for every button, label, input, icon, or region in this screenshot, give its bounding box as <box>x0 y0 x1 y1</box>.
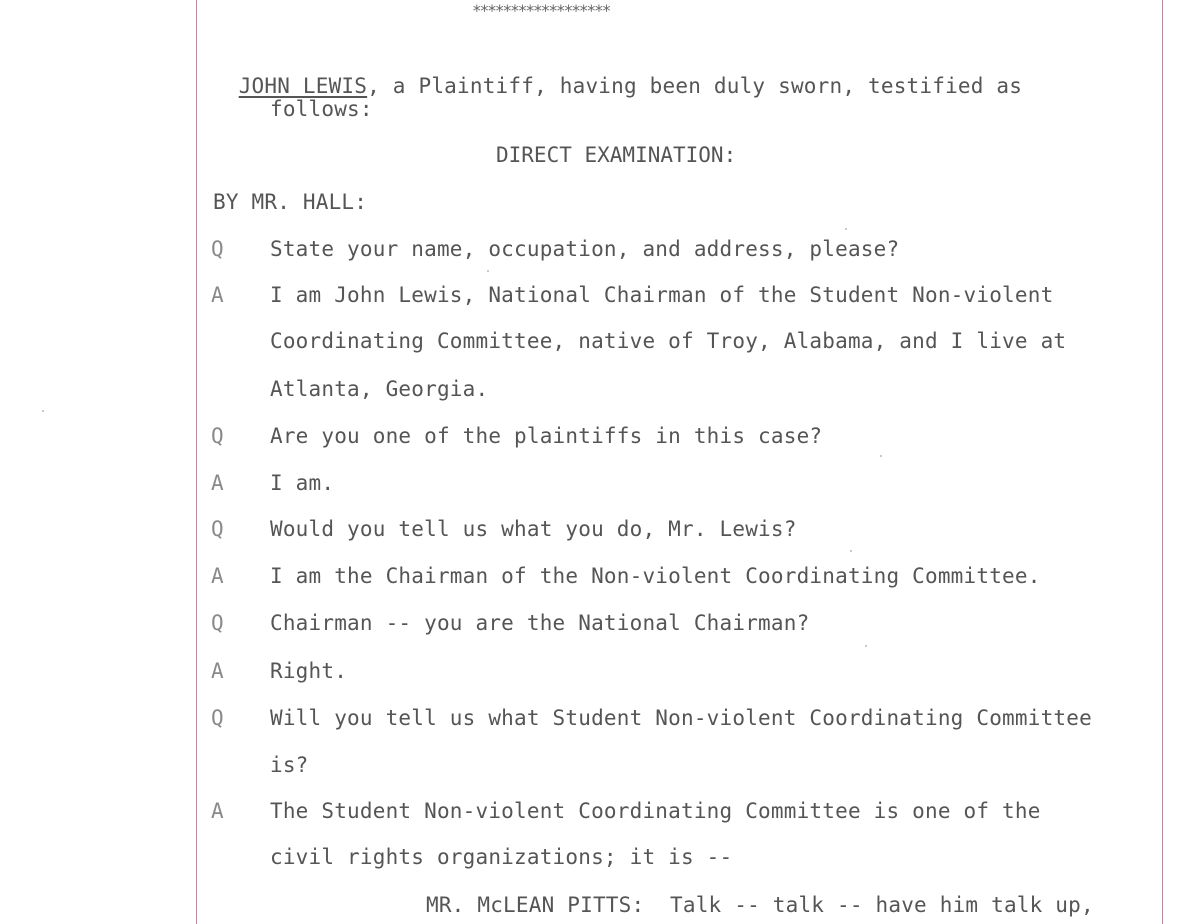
question-text: State your name, occupation, and address, please? <box>270 237 900 261</box>
section-separator: ****************** <box>472 1 610 20</box>
swearing-in-continuation: follows: <box>270 97 373 121</box>
left-margin-rule <box>196 0 197 924</box>
question-marker: Q <box>211 517 224 541</box>
answer-text: Right. <box>270 659 348 683</box>
scan-speck <box>845 228 847 230</box>
question-text: Will you tell us what Student Non-violent Coordinating Committee <box>270 706 1092 730</box>
scan-speck <box>880 455 882 457</box>
answer-text: I am John Lewis, National Chairman of the Student Non-violent <box>270 283 1054 307</box>
answer-text: I am. <box>270 471 335 495</box>
scan-speck <box>42 410 44 412</box>
witness-name: JOHN LEWIS <box>238 74 368 98</box>
objection-line: MR. McLEAN PITTS: Talk -- talk -- have him talk up, <box>426 893 1094 917</box>
answer-marker: A <box>211 471 224 495</box>
question-text: Are you one of the plaintiffs in this case? <box>270 424 823 448</box>
question-marker: Q <box>211 424 224 448</box>
answer-marker: A <box>211 283 224 307</box>
scan-speck <box>487 270 489 272</box>
answer-text: Atlanta, Georgia. <box>270 377 489 401</box>
right-margin-rule <box>1162 0 1163 924</box>
answer-text: The Student Non-violent Coordinating Committee is one of the <box>270 799 1041 823</box>
answer-marker: A <box>211 659 224 683</box>
examiner-line: BY MR. HALL: <box>213 190 368 214</box>
scan-speck <box>850 550 852 552</box>
question-marker: Q <box>211 237 224 261</box>
answer-text: Coordinating Committee, native of Troy, Alabama, and I live at <box>270 329 1067 353</box>
section-heading: DIRECT EXAMINATION: <box>496 143 737 167</box>
question-marker: Q <box>211 611 224 635</box>
answer-text: civil rights organizations; it is -- <box>270 845 733 869</box>
answer-text: I am the Chairman of the Non-violent Coordinating Committee. <box>270 564 1041 588</box>
question-text: is? <box>270 753 309 777</box>
question-text: Chairman -- you are the National Chairman? <box>270 611 810 635</box>
swearing-in-text: , a Plaintiff, having been duly sworn, testified as <box>367 74 1023 98</box>
question-marker: Q <box>211 706 224 730</box>
scan-speck <box>865 645 867 647</box>
swearing-in-line <box>213 47 1022 99</box>
answer-marker: A <box>211 799 224 823</box>
question-text: Would you tell us what you do, Mr. Lewis? <box>270 517 797 541</box>
answer-marker: A <box>211 564 224 588</box>
